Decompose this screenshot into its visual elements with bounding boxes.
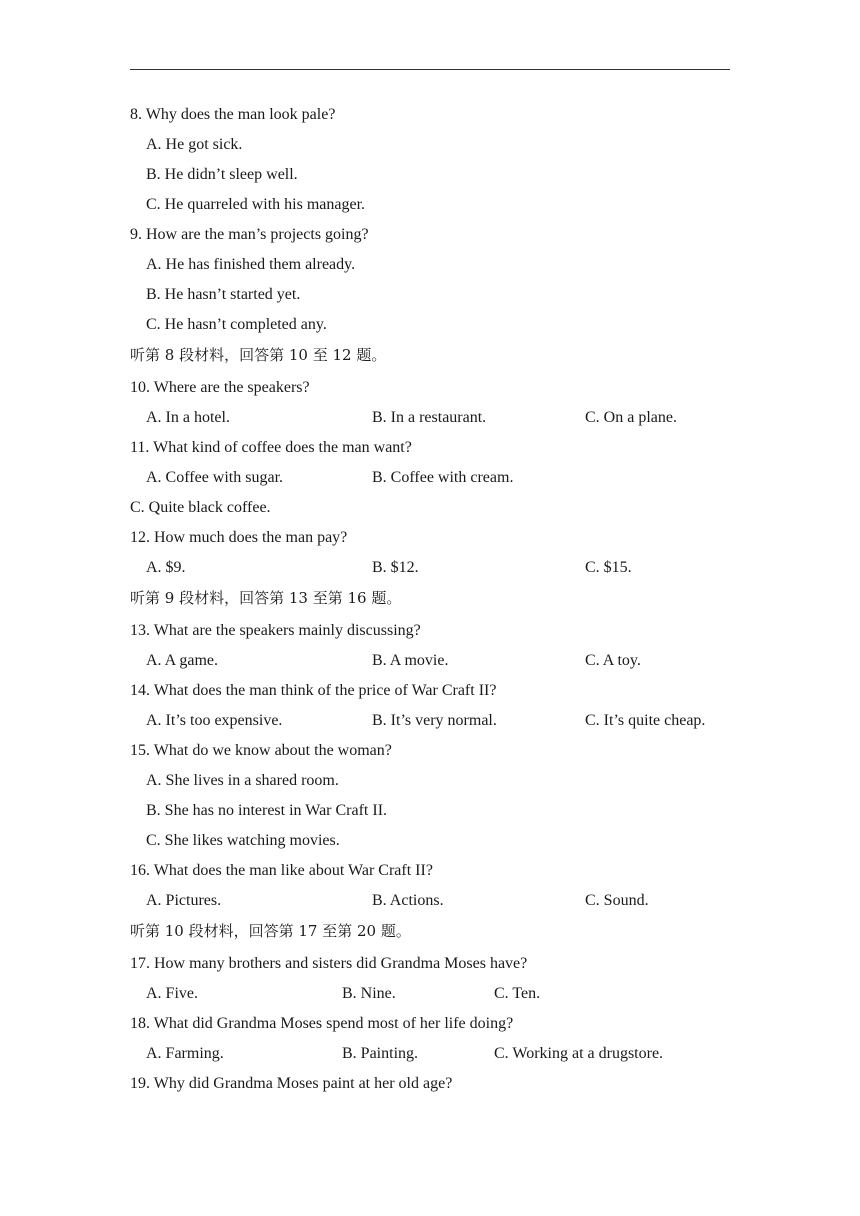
question-19: 19. Why did Grandma Moses paint at her old age? [130,1075,453,1092]
q9-option-c: C. He hasn’t completed any. [146,316,327,333]
q8-option-b: B. He didn’t sleep well. [146,166,298,183]
question-16: 16. What does the man like about War Craft II? [130,862,433,879]
question-15: 15. What do we know about the woman? [130,742,392,759]
q18-option-a: A. Farming. [146,1045,224,1062]
q13-option-a: A. A game. [146,652,218,669]
q14-option-a: A. It’s too expensive. [146,712,283,729]
question-12: 12. How much does the man pay? [130,529,348,546]
question-11: 11. What kind of coffee does the man want? [130,439,412,456]
q10-option-a: A. In a hotel. [146,409,230,426]
q14-option-b: B. It’s very normal. [372,712,497,729]
q15-option-b: B. She has no interest in War Craft II. [146,802,388,819]
q12-option-b: B. $12. [372,559,419,576]
question-8: 8. Why does the man look pale? [130,106,336,123]
question-14: 14. What does the man think of the price of War Craft II? [130,682,497,699]
q11-option-b: B. Coffee with cream. [372,469,514,486]
question-9: 9. How are the man’s projects going? [130,226,369,243]
q10-option-c: C. On a plane. [585,409,677,426]
q9-option-b: B. He hasn’t started yet. [146,286,301,303]
header-rule [130,69,730,70]
q16-option-b: B. Actions. [372,892,444,909]
q11-option-c: C. Quite black coffee. [130,499,271,516]
q8-option-a: A. He got sick. [146,136,243,153]
q8-option-c: C. He quarreled with his manager. [146,196,366,213]
q9-option-a: A. He has finished them already. [146,256,356,273]
section-9-instruction: 听第 9 段材料，回答第 13 至第 16 题。 [130,589,402,607]
q13-option-b: B. A movie. [372,652,449,669]
question-10: 10. Where are the speakers? [130,379,310,396]
q16-option-c: C. Sound. [585,892,649,909]
q17-option-c: C. Ten. [494,985,541,1002]
q15-option-c: C. She likes watching movies. [146,832,340,849]
question-17: 17. How many brothers and sisters did Grandma Moses have? [130,955,528,972]
question-18: 18. What did Grandma Moses spend most of her life doing? [130,1015,514,1032]
q17-option-b: B. Nine. [342,985,396,1002]
q12-option-c: C. $15. [585,559,632,576]
q17-option-a: A. Five. [146,985,198,1002]
q16-option-a: A. Pictures. [146,892,222,909]
q12-option-a: A. $9. [146,559,186,576]
q11-option-a: A. Coffee with sugar. [146,469,284,486]
q15-option-a: A. She lives in a shared room. [146,772,339,789]
section-10-instruction: 听第 10 段材料，回答第 17 至第 20 题。 [130,922,411,940]
question-13: 13. What are the speakers mainly discussing? [130,622,421,639]
q13-option-c: C. A toy. [585,652,641,669]
section-8-instruction: 听第 8 段材料，回答第 10 至 12 题。 [130,346,387,364]
q18-option-b: B. Painting. [342,1045,419,1062]
q14-option-c: C. It’s quite cheap. [585,712,706,729]
q10-option-b: B. In a restaurant. [372,409,487,426]
q18-option-c: C. Working at a drugstore. [494,1045,664,1062]
